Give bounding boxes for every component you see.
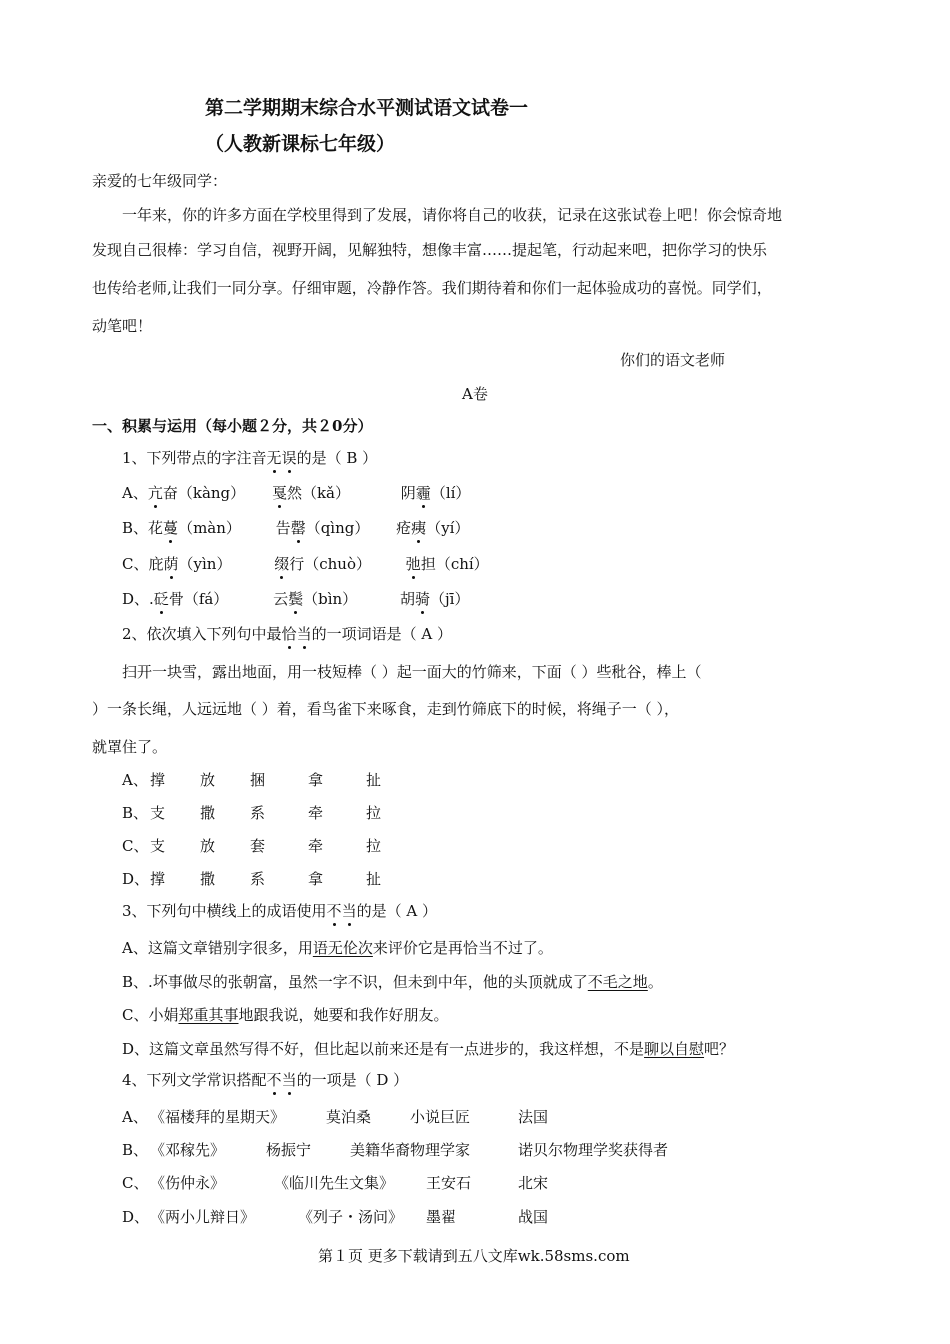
intro-line-2: 发现自己很棒：学习自信，视野开阔，见解独特，想像丰富……提起笔，行动起来吧，把你学习的快乐 — [92, 241, 768, 259]
question-3-option-b: B、.坏事做尽的张朝富，虽然一字不识，但未到中年，他的头顶就成了不毛之地。 — [122, 973, 663, 991]
question-4-option-b: B、 《邓稼先》 杨振宁 美籍华裔物理学家 诺贝尔物理学奖获得者 — [122, 1141, 669, 1159]
question-3-option-d: D、这篇文章虽然写得不好，但比起以前来还是有一点进步的，我这样想，不是聊以自慰吧？ — [122, 1040, 735, 1058]
question-2-option-b: B、 支 撒 系 牵 拉 — [122, 804, 382, 822]
signature: 你们的语文老师 — [620, 351, 726, 369]
intro-line-3: 也传给老师,让我们一同分享。仔细审题，冷静作答。我们期待着和你们一起体验成功的喜悦。同学们， — [92, 279, 772, 297]
question-2-stem: 2、依次填入下列句中最恰当的一项词语是（ A ） — [122, 625, 452, 643]
page-footer: 第１页 更多下载请到五八文库wk.58sms.com — [318, 1247, 630, 1265]
question-1-option-c: C、庇荫（yìn） 缀行（chuò） 弛担（chí） — [122, 555, 489, 573]
page-subtitle: （人教新课标七年级） — [205, 133, 396, 155]
page-title: 第二学期期末综合水平测试语文试卷一 — [205, 97, 529, 119]
intro-line-4: 动笔吧！ — [92, 317, 153, 335]
question-3-stem: 3、下列句中横线上的成语使用不当的是（ A ） — [122, 902, 437, 920]
question-1-stem: 1、下列带点的字注音无误的是（ B ） — [122, 449, 378, 467]
intro-line-1: 一年来，你的许多方面在学校里得到了发展，请你将自己的收获，记录在这张试卷上吧！你会惊奇地 — [122, 206, 783, 224]
question-2-option-c: C、 支 放 套 牵 拉 — [122, 837, 382, 855]
question-4-stem: 4、下列文学常识搭配不当的一项是（ D ） — [122, 1071, 409, 1089]
greeting: 亲爱的七年级同学： — [92, 172, 228, 190]
question-2-option-d: D、撑 撒 系 拿 扯 — [122, 870, 382, 888]
question-1-option-b: B、花蔓（màn） 告罄（qìng） 疮痍（yí） — [122, 519, 470, 537]
question-4-option-c: C、 《伤仲永》 《临川先生文集》 王安石 北宋 — [122, 1174, 549, 1192]
question-4-option-a: A、 《福楼拜的星期天》 莫泊桑 小说巨匠 法国 — [122, 1108, 549, 1126]
question-2-passage-2: ）一条长绳，人远远地（ ）着，看鸟雀下来啄食，走到竹筛底下的时候，将绳子一（ ）， — [92, 700, 680, 718]
question-1-option-d: D、.砭骨（fá） 云鬓（bìn） 胡骑（jī） — [122, 590, 470, 608]
question-1-option-a: A、亢奋（kàng） 戛然（kǎ） 阴霾（lí） — [122, 484, 471, 502]
question-4-option-d: D、《两小儿辩日》 《列子・汤问》 墨翟 战国 — [122, 1208, 549, 1226]
part-heading: 一、积累与运用（每小题２分，共２0分） — [92, 417, 373, 435]
question-2-option-a: A、 撑 放 捆 拿 扯 — [122, 771, 382, 789]
question-2-passage-3: 就罩住了。 — [92, 738, 168, 756]
question-3-option-c: C、小娟郑重其事地跟我说，她要和我作好朋友。 — [122, 1006, 449, 1024]
section-label: A卷 — [462, 385, 488, 403]
question-3-option-a: A、这篇文章错别字很多，用语无伦次来评价它是再恰当不过了。 — [122, 939, 553, 957]
question-2-passage-1: 扫开一块雪，露出地面，用一枝短棒（ ）起一面大的竹筛来，下面（ ）些秕谷，棒上（ — [122, 663, 702, 681]
